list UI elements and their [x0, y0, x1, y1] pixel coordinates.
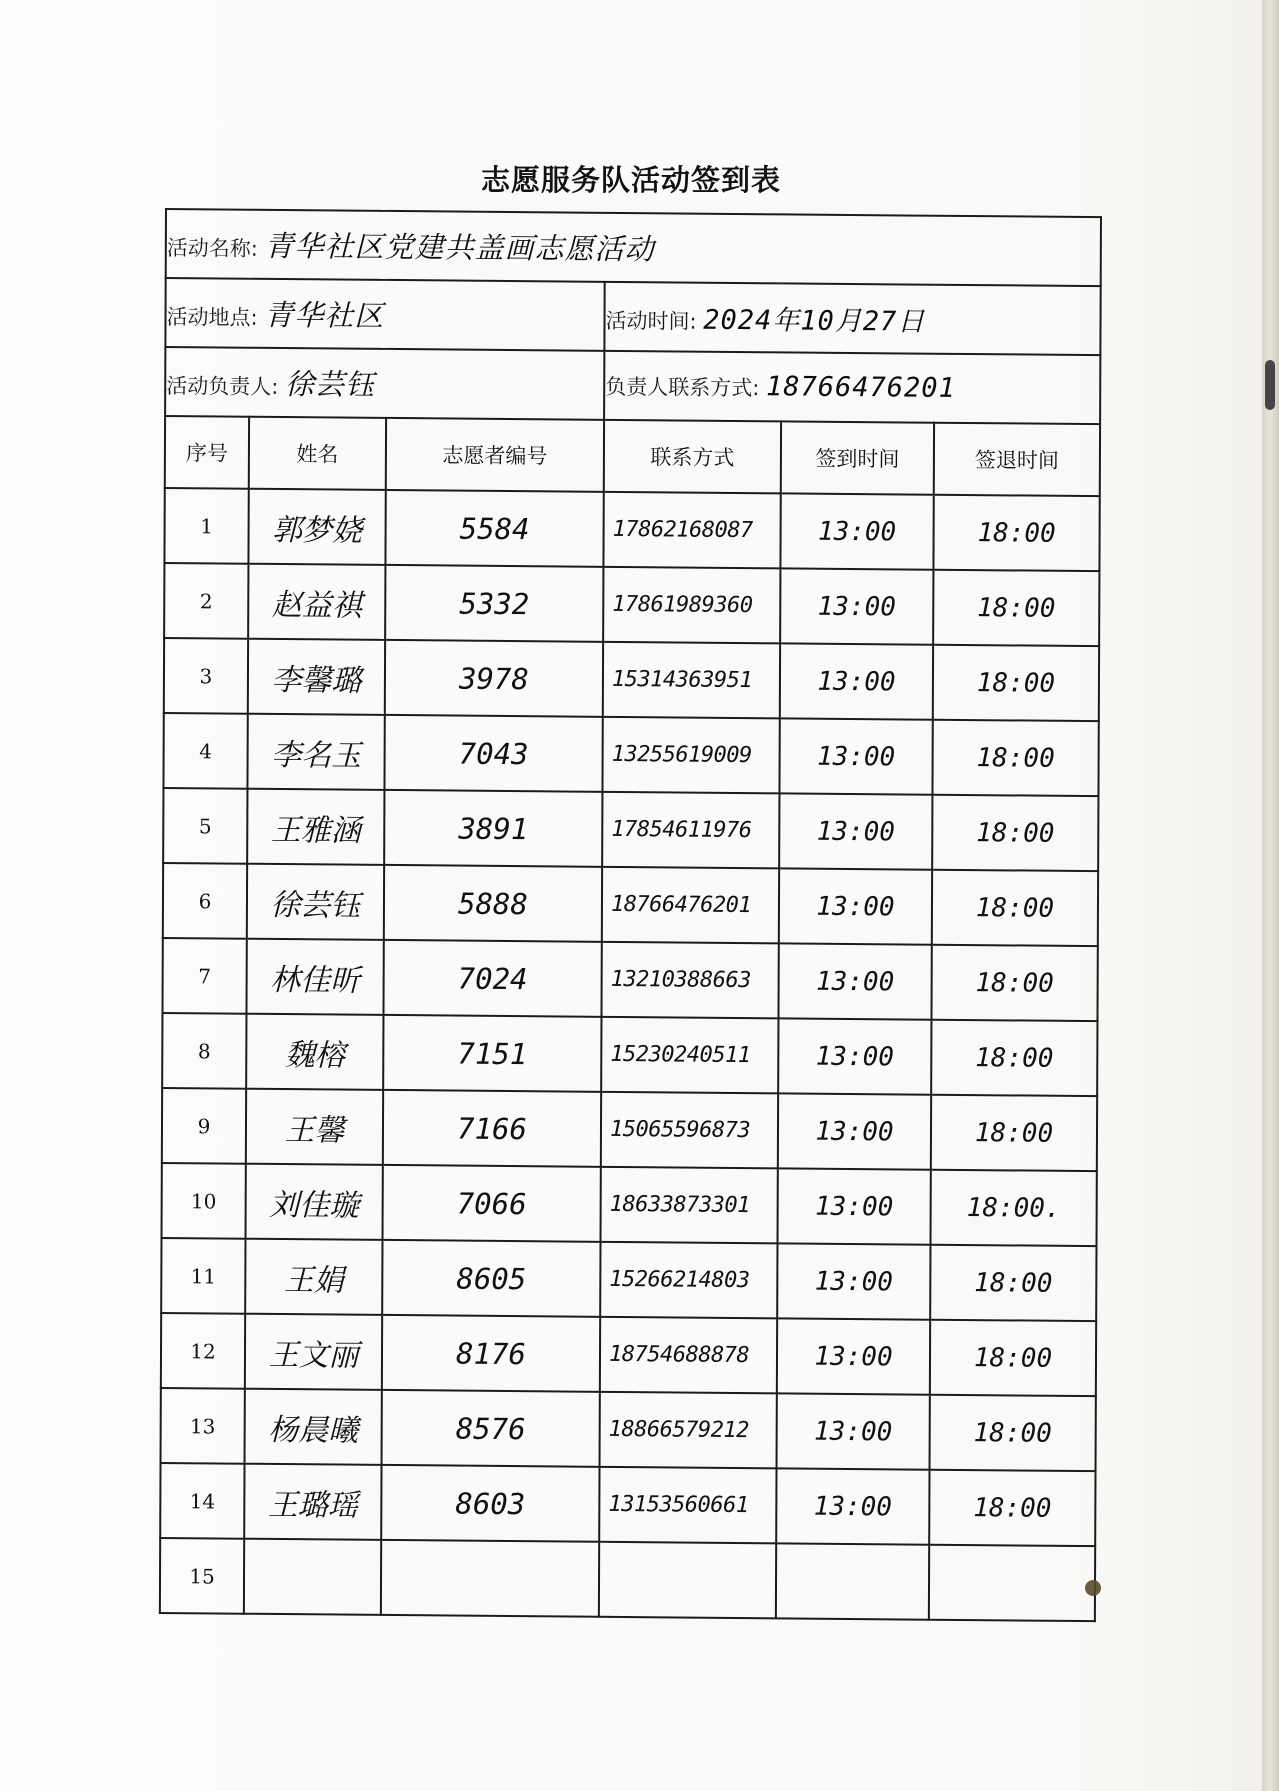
row-no: 12 — [161, 1313, 245, 1389]
row-no: 7 — [162, 938, 246, 1014]
row-signout: 18:00 — [933, 495, 1099, 571]
row-name: 王馨 — [246, 1089, 383, 1165]
row-no: 6 — [163, 863, 247, 939]
row-signout: 18:00 — [931, 945, 1097, 1021]
form-title: 志愿服务队活动签到表 — [480, 163, 781, 197]
row-phone: 15065596873 — [601, 1092, 778, 1169]
row-name: 郭梦娆 — [248, 489, 385, 565]
header-phone: 联系方式 — [604, 420, 781, 494]
leader-label: 活动负责人: — [166, 374, 279, 399]
signin-table — [159, 208, 1102, 1622]
row-no: 14 — [160, 1463, 244, 1539]
activity-place-time-row — [165, 278, 1100, 355]
row-phone: 15314363951 — [603, 642, 780, 719]
location-value: 青华社区 — [264, 297, 385, 333]
row-signout: 18:00 — [930, 1395, 1096, 1471]
row-name: 王雅涵 — [247, 789, 384, 865]
table-row — [164, 488, 1099, 571]
row-name: 刘佳璇 — [246, 1164, 383, 1240]
activity-name-row — [166, 209, 1101, 286]
table-row — [160, 1538, 1095, 1621]
row-phone: 15230240511 — [601, 1017, 778, 1094]
row-no: 11 — [161, 1238, 245, 1314]
row-volunteer-id: 3978 — [385, 640, 603, 717]
row-signin: 13:00 — [777, 1393, 930, 1469]
row-phone: 13255619009 — [602, 717, 779, 794]
activity-name-value: 青华社区党建共盖画志愿活动 — [264, 228, 655, 267]
row-phone: 17854611976 — [602, 792, 779, 869]
row-phone — [599, 1542, 776, 1619]
activity-name-cell — [166, 209, 1101, 286]
row-no: 4 — [163, 713, 247, 789]
row-phone: 17862168087 — [603, 492, 780, 569]
row-signin: 13:00 — [780, 493, 933, 569]
row-name: 赵益祺 — [248, 564, 385, 640]
row-signin: 13:00 — [776, 1468, 929, 1544]
row-name: 王文丽 — [245, 1314, 382, 1390]
ink-stain — [1085, 1580, 1101, 1596]
row-signout — [929, 1545, 1095, 1621]
row-signin: 13:00 — [777, 1243, 930, 1319]
contact-value: 18766476201 — [765, 371, 956, 404]
row-volunteer-id: 3891 — [384, 790, 602, 867]
paper-edge — [1262, 0, 1279, 1791]
row-phone: 17861989360 — [603, 567, 780, 644]
table-row — [162, 938, 1097, 1021]
row-volunteer-id: 7066 — [383, 1165, 601, 1242]
row-signout: 18:00 — [931, 1095, 1097, 1171]
row-no: 8 — [162, 1013, 246, 1089]
header-name: 姓名 — [249, 417, 386, 490]
time-cell — [604, 282, 1100, 355]
header-signin-time: 签到时间 — [781, 421, 934, 494]
row-phone: 13210388663 — [601, 942, 778, 1019]
row-signin: 13:00 — [778, 1018, 931, 1094]
row-signout: 18:00 — [930, 1245, 1096, 1321]
row-no: 10 — [162, 1163, 246, 1239]
row-name: 徐芸钰 — [247, 864, 384, 940]
binder-clip-mark — [1265, 360, 1275, 410]
row-phone: 18754688878 — [600, 1317, 777, 1394]
row-signin: 13:00 — [778, 943, 931, 1019]
row-name: 李名玉 — [247, 714, 384, 790]
table-row — [164, 563, 1099, 646]
row-volunteer-id: 7151 — [383, 1015, 601, 1092]
row-name: 林佳昕 — [246, 939, 383, 1015]
row-volunteer-id: 8176 — [382, 1315, 600, 1392]
row-name: 魏榕 — [246, 1014, 383, 1090]
row-phone: 18766476201 — [602, 867, 779, 944]
row-no: 5 — [163, 788, 247, 864]
row-no: 1 — [164, 488, 248, 564]
header-volunteer-id: 志愿者编号 — [386, 418, 604, 492]
row-signout: 18:00 — [933, 645, 1099, 721]
row-signout: 18:00 — [931, 1020, 1097, 1096]
row-phone: 18633873301 — [601, 1167, 778, 1244]
table-row — [163, 713, 1098, 796]
row-volunteer-id — [381, 1540, 599, 1617]
time-value: 2024年10月27日 — [703, 304, 926, 338]
contact-cell — [604, 351, 1100, 424]
row-volunteer-id: 8605 — [382, 1240, 600, 1317]
row-signout: 18:00 — [932, 795, 1098, 871]
row-signin: 13:00 — [779, 718, 932, 794]
row-no: 9 — [162, 1088, 246, 1164]
row-name: 王璐瑶 — [244, 1464, 381, 1540]
location-label: 活动地点: — [166, 305, 258, 330]
row-signin: 13:00 — [777, 1318, 930, 1394]
row-signin: 13:00 — [780, 568, 933, 644]
row-volunteer-id: 8576 — [382, 1390, 600, 1467]
row-phone: 15266214803 — [600, 1242, 777, 1319]
row-signout: 18:00 — [933, 570, 1099, 646]
row-signin — [776, 1543, 929, 1619]
row-name: 杨晨曦 — [245, 1389, 382, 1465]
row-signin: 13:00 — [780, 643, 933, 719]
table-row — [161, 1313, 1096, 1396]
row-no: 3 — [164, 638, 248, 714]
row-no: 13 — [161, 1388, 245, 1464]
row-volunteer-id: 5584 — [385, 490, 603, 567]
table-row — [160, 1463, 1095, 1546]
row-signout: 18:00 — [930, 1320, 1096, 1396]
row-volunteer-id: 7024 — [383, 940, 601, 1017]
time-label: 活动时间: — [605, 308, 697, 334]
table-header-row — [165, 416, 1100, 496]
row-signin: 13:00 — [779, 868, 932, 944]
location-cell — [165, 278, 604, 351]
signin-form — [159, 208, 1100, 1622]
table-row — [163, 863, 1098, 946]
table-row — [161, 1388, 1096, 1471]
leader-row — [165, 347, 1100, 424]
table-row — [161, 1238, 1096, 1321]
row-signout: 18:00. — [930, 1170, 1096, 1246]
row-no: 2 — [164, 563, 248, 639]
row-signout: 18:00 — [932, 870, 1098, 946]
row-signout: 18:00 — [929, 1470, 1095, 1546]
row-name: 王娟 — [245, 1239, 382, 1315]
header-no: 序号 — [165, 416, 249, 489]
row-signin: 13:00 — [779, 793, 932, 869]
activity-name-label: 活动名称: — [166, 236, 258, 261]
row-volunteer-id: 8603 — [381, 1465, 599, 1542]
row-name: 李馨璐 — [248, 639, 385, 715]
table-row — [162, 1163, 1097, 1246]
header-signout-time: 签退时间 — [934, 423, 1100, 496]
row-phone: 18866579212 — [600, 1392, 777, 1469]
row-volunteer-id: 5888 — [384, 865, 602, 942]
row-name — [244, 1539, 381, 1615]
row-signin: 13:00 — [777, 1168, 930, 1244]
row-volunteer-id: 5332 — [385, 565, 603, 642]
table-row — [162, 1013, 1097, 1096]
row-volunteer-id: 7166 — [383, 1090, 601, 1167]
leader-value: 徐芸钰 — [284, 367, 376, 402]
row-no: 15 — [160, 1538, 244, 1614]
table-row — [162, 1088, 1097, 1171]
row-volunteer-id: 7043 — [384, 715, 602, 792]
table-row — [163, 788, 1098, 871]
leader-cell — [165, 347, 604, 420]
row-signin: 13:00 — [778, 1093, 931, 1169]
row-signout: 18:00 — [932, 720, 1098, 796]
row-phone: 13153560661 — [599, 1467, 776, 1544]
table-row — [164, 638, 1099, 721]
contact-label: 负责人联系方式: — [605, 374, 760, 401]
